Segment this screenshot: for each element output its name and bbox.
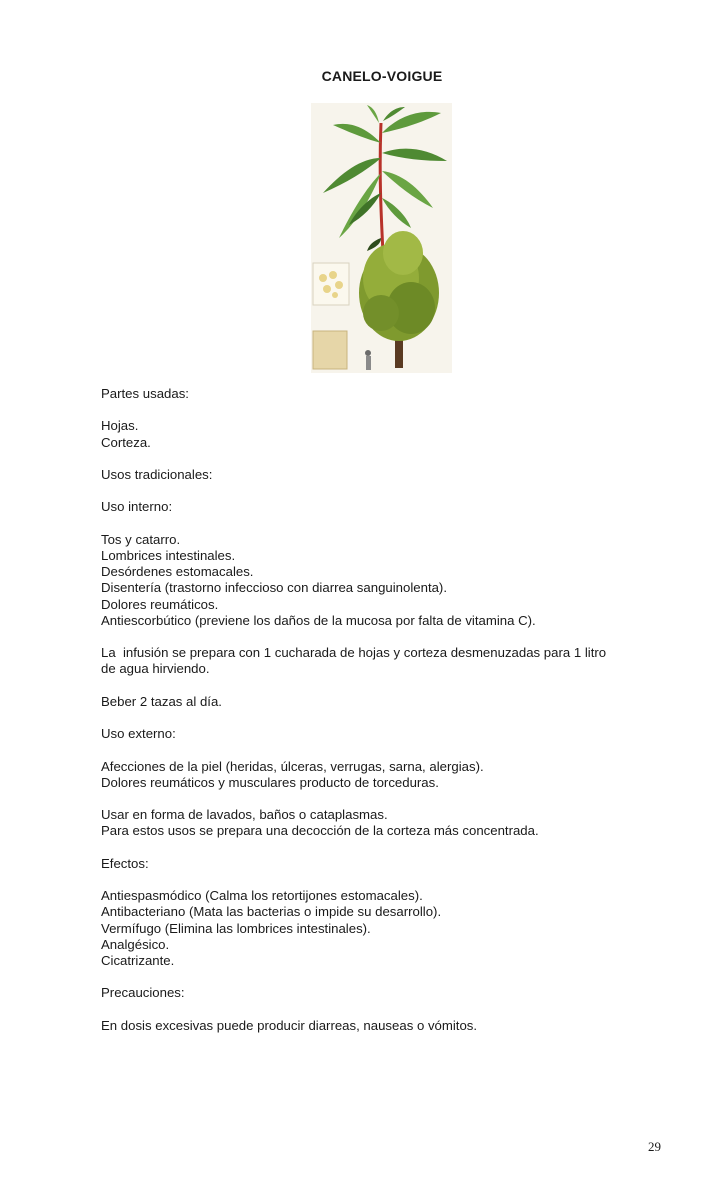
list-item: Vermífugo (Elimina las lombrices intestinales). [101, 920, 371, 936]
page-title: CANELO-VOIGUE [321, 68, 443, 84]
page-number: 29 [648, 1139, 661, 1154]
precauciones-heading: Precauciones: [101, 985, 185, 1001]
list-item: Analgésico. [101, 936, 170, 952]
plant-illustration [311, 103, 452, 373]
list-item: Disentería (trastorno infeccioso con diarrea sanguinolenta). [101, 580, 447, 596]
efectos-list [101, 888, 661, 969]
person-figure [365, 350, 371, 370]
list-item: Antibacteriano (Mata las bacterias o impide su desarrollo). [101, 904, 442, 920]
list-item: Dolores reumáticos. [101, 596, 219, 612]
list-item: Hojas. [101, 418, 139, 434]
usos-heading: Usos tradicionales: [101, 466, 213, 482]
document-body [101, 386, 661, 1050]
partes-list [101, 418, 661, 450]
uso-interno-list [101, 532, 661, 629]
paragraph-line: Para estos usos se prepara una decocción de la corteza más concentrada. [101, 823, 539, 839]
list-item: Dolores reumáticos y musculares producto de torceduras. [101, 774, 439, 790]
list-item: Lombrices intestinales. [101, 547, 236, 563]
paragraph-line: de agua hirviendo. [101, 661, 210, 677]
beber-paragraph: Beber 2 tazas al día. [101, 693, 222, 709]
precauciones-paragraph: En dosis excesivas puede producir diarreas, nauseas o vómitos. [101, 1017, 478, 1033]
tree [359, 231, 439, 368]
paragraph-line: Usar en forma de lavados, baños o cataplasmas. [101, 807, 388, 823]
partes-heading: Partes usadas: [101, 386, 189, 401]
list-item: Corteza. [101, 434, 151, 450]
list-item: Cicatrizante. [101, 952, 175, 968]
infusion-paragraph [101, 645, 661, 677]
bark-inset [313, 331, 347, 369]
uso-interno-heading: Uso interno: [101, 499, 173, 515]
efectos-heading: Efectos: [101, 855, 149, 871]
canelo-tree-illustration [311, 103, 452, 373]
list-item: Afecciones de la piel (heridas, úlceras, verrugas, sarna, alergias). [101, 758, 484, 774]
uso-externo-heading: Uso externo: [101, 726, 176, 742]
paragraph-line: La infusión se prepara con 1 cucharada de hojas y corteza desmenuzadas para 1 litro [101, 645, 607, 661]
flower-inset [313, 263, 349, 305]
list-item: Desórdenes estomacales. [101, 564, 254, 580]
leaf-branch [323, 105, 447, 253]
list-item: Tos y catarro. [101, 531, 181, 547]
list-item: Antiescorbútico (previene los daños de la mucosa por falta de vitamina C). [101, 612, 536, 628]
lavados-paragraph [101, 807, 661, 839]
list-item: Antiespasmódico (Calma los retortijones estomacales). [101, 888, 423, 904]
uso-externo-list [101, 759, 661, 791]
